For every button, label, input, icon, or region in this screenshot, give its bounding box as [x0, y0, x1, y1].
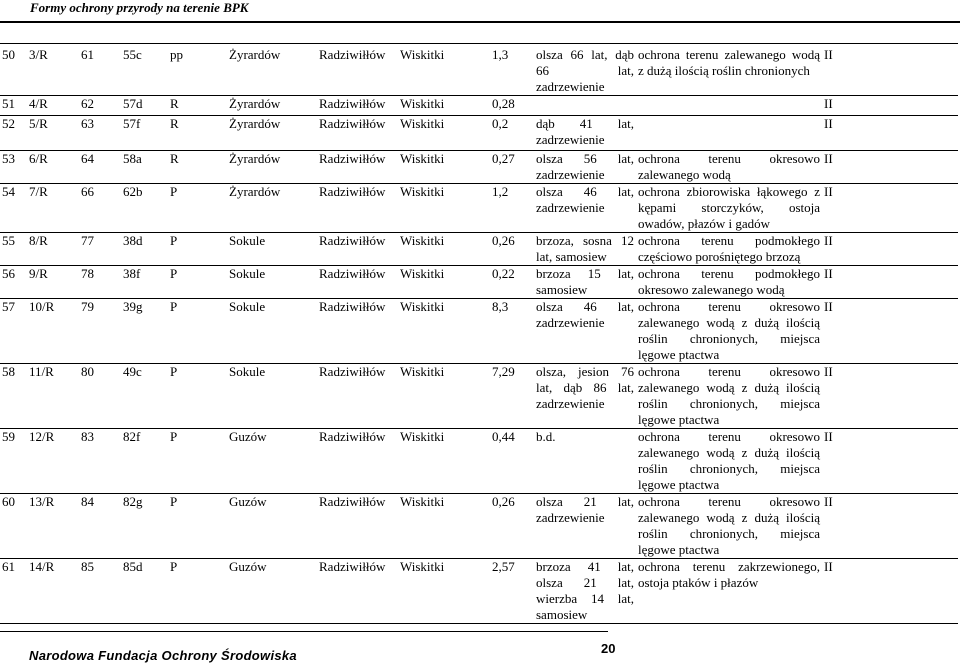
header-rule: [0, 21, 960, 23]
cell-rodzaj-gruntu: P: [168, 429, 227, 494]
cell-nr-rejestru: 10/R: [27, 299, 79, 364]
cell-lp: 53: [0, 151, 27, 184]
cell-obreb: Żyrardów: [227, 44, 317, 96]
cell-oddzial: 63: [79, 116, 121, 151]
cell-przedmiot-ochrony: ochrona terenu zakrzewionego, ostoja ptaków i płazów: [636, 559, 822, 624]
cell-obreb: Żyrardów: [227, 151, 317, 184]
cell-pododdzial: 57f: [121, 116, 168, 151]
cell-powierzchnia: 1,3: [490, 44, 534, 96]
cell-przedmiot-ochrony: ochrona terenu okresowo zalewanego wodą z dużą ilością roślin chronionych, miejsca lęgowe ptactwa: [638, 429, 820, 492]
page-number: 20: [601, 641, 616, 656]
cell-lesnictwo: Radziwiłłów: [317, 184, 398, 233]
cell-obreb: Guzów: [227, 494, 317, 559]
cell-powierzchnia: 0,27: [490, 151, 534, 184]
cell-przedmiot-ochrony: ochrona terenu zalewanego wodą z dużą ilością roślin chronionych: [636, 44, 822, 96]
cell-powierzchnia: 2,57: [490, 559, 534, 624]
cell-lp: 58: [0, 364, 27, 429]
cell-drzewostan: olsza 56 lat, zadrzewienie: [536, 151, 634, 182]
cell-oddzial: 78: [79, 266, 121, 299]
cell-pododdzial: 55c: [121, 44, 168, 96]
cell-obreb: Żyrardów: [227, 184, 317, 233]
cell-rodzaj-gruntu: pp: [168, 44, 227, 96]
cell-oddzial: 84: [79, 494, 121, 559]
cell-nr-rejestru: 5/R: [27, 116, 79, 151]
cell-obreb: Sokule: [227, 299, 317, 364]
cell-obreb: Żyrardów: [227, 116, 317, 151]
cell-drzewostan: olsza, jesion 76 lat, dąb 86 lat, zadrzewienie: [534, 364, 636, 429]
cell-lesnictwo: Radziwiłłów: [317, 151, 398, 184]
cell-kategoria: II: [822, 233, 958, 266]
cell-lp: 52: [0, 116, 27, 151]
cell-obreb: Guzów: [227, 559, 317, 624]
cell-drzewostan: dąb 41 lat, zadrzewienie: [534, 116, 636, 151]
cell-powierzchnia: 0,44: [490, 429, 534, 494]
cell-gmina: Wiskitki: [398, 364, 490, 429]
cell-rodzaj-gruntu: P: [168, 494, 227, 559]
cell-powierzchnia: 0,26: [490, 233, 534, 266]
table-row: [0, 44, 958, 96]
table-row: [0, 184, 958, 233]
cell-gmina: Wiskitki: [398, 266, 490, 299]
cell-gmina: Wiskitki: [398, 559, 490, 624]
cell-gmina: Wiskitki: [398, 151, 490, 184]
cell-rodzaj-gruntu: R: [168, 151, 227, 184]
table-row: [0, 559, 958, 624]
cell-lesnictwo: Radziwiłłów: [317, 299, 398, 364]
cell-przedmiot-ochrony: ochrona terenu okresowo zalewanego wodą z dużą ilością roślin chronionych, miejsca lęgowe ptactwa: [638, 364, 820, 427]
cell-gmina: Wiskitki: [398, 96, 490, 116]
cell-lp: 50: [0, 44, 27, 96]
cell-powierzchnia: 7,29: [490, 364, 534, 429]
table-row: [0, 364, 958, 429]
table-row: [0, 151, 958, 184]
cell-nr-rejestru: 6/R: [27, 151, 79, 184]
table-row: [0, 494, 958, 559]
cell-obreb: Sokule: [227, 364, 317, 429]
cell-kategoria: II: [822, 96, 958, 116]
cell-powierzchnia: 8,3: [490, 299, 534, 364]
cell-nr-rejestru: 11/R: [27, 364, 79, 429]
cell-oddzial: 80: [79, 364, 121, 429]
cell-gmina: Wiskitki: [398, 116, 490, 151]
table-row: [0, 299, 958, 364]
cell-kategoria: II: [822, 184, 958, 233]
cell-lesnictwo: Radziwiłłów: [317, 96, 398, 116]
cell-przedmiot-ochrony: ochrona zbiorowiska łąkowego z kępami storczyków, ostoja owadów, płazów i gadów: [638, 184, 820, 231]
cell-pododdzial: 82f: [121, 429, 168, 494]
cell-przedmiot-ochrony: [636, 116, 822, 151]
cell-drzewostan: brzoza 15 lat, samosiew: [536, 266, 634, 297]
cell-lp: 56: [0, 266, 27, 299]
cell-obreb: Guzów: [227, 429, 317, 494]
cell-pododdzial: 39g: [121, 299, 168, 364]
cell-nr-rejestru: 9/R: [27, 266, 79, 299]
cell-lp: 57: [0, 299, 27, 364]
cell-pododdzial: 82g: [121, 494, 168, 559]
cell-pododdzial: 85d: [121, 559, 168, 624]
cell-rodzaj-gruntu: P: [168, 299, 227, 364]
cell-lp: 55: [0, 233, 27, 266]
records-table: [0, 43, 958, 624]
cell-kategoria: II: [822, 266, 958, 299]
cell-obreb: Sokule: [227, 266, 317, 299]
cell-drzewostan: olsza 46 lat, zadrzewienie: [534, 184, 636, 233]
cell-kategoria: II: [822, 494, 958, 559]
cell-powierzchnia: 0,22: [490, 266, 534, 299]
cell-nr-rejestru: 4/R: [27, 96, 79, 116]
cell-kategoria: II: [822, 116, 958, 151]
cell-kategoria: II: [822, 429, 958, 494]
cell-rodzaj-gruntu: P: [168, 559, 227, 624]
cell-przedmiot-ochrony: [636, 96, 822, 116]
cell-pododdzial: 58a: [121, 151, 168, 184]
footer-publisher: Narodowa Fundacja Ochrony Środowiska: [29, 648, 297, 663]
cell-obreb: Sokule: [227, 233, 317, 266]
cell-kategoria: II: [822, 299, 958, 364]
table-row: [0, 429, 958, 494]
cell-oddzial: 79: [79, 299, 121, 364]
cell-gmina: Wiskitki: [398, 429, 490, 494]
cell-nr-rejestru: 13/R: [27, 494, 79, 559]
cell-nr-rejestru: 7/R: [27, 184, 79, 233]
cell-rodzaj-gruntu: P: [168, 233, 227, 266]
cell-lp: 54: [0, 184, 27, 233]
cell-lesnictwo: Radziwiłłów: [317, 44, 398, 96]
cell-lesnictwo: Radziwiłłów: [317, 116, 398, 151]
cell-lesnictwo: Radziwiłłów: [317, 364, 398, 429]
cell-kategoria: II: [822, 364, 958, 429]
cell-drzewostan: olsza 66 lat, dąb 66 lat, zadrzewienie: [534, 44, 636, 96]
cell-rodzaj-gruntu: R: [168, 96, 227, 116]
cell-kategoria: II: [822, 151, 958, 184]
table-row: [0, 233, 958, 266]
table-row: [0, 96, 958, 116]
cell-powierzchnia: 0,2: [490, 116, 534, 151]
cell-pododdzial: 62b: [121, 184, 168, 233]
cell-przedmiot-ochrony: ochrona terenu podmokłego okresowo zalewanego wodą: [638, 266, 820, 297]
cell-lesnictwo: Radziwiłłów: [317, 494, 398, 559]
cell-pododdzial: 38d: [121, 233, 168, 266]
cell-oddzial: 64: [79, 151, 121, 184]
cell-gmina: Wiskitki: [398, 44, 490, 96]
cell-lesnictwo: Radziwiłłów: [317, 559, 398, 624]
cell-przedmiot-ochrony: ochrona terenu okresowo zalewanego wodą: [638, 151, 820, 182]
cell-rodzaj-gruntu: P: [168, 364, 227, 429]
cell-obreb: Żyrardów: [227, 96, 317, 116]
cell-przedmiot-ochrony: ochrona terenu okresowo zalewanego wodą z dużą ilością roślin chronionych, miejsca lęgowe ptactwa: [638, 299, 820, 362]
cell-przedmiot-ochrony: ochrona terenu podmokłego częściowo porośniętego brzozą: [638, 233, 820, 264]
cell-przedmiot-ochrony: ochrona terenu okresowo zalewanego wodą z dużą ilością roślin chronionych, miejsca lęgowe ptactwa: [638, 494, 820, 557]
cell-oddzial: 62: [79, 96, 121, 116]
cell-gmina: Wiskitki: [398, 233, 490, 266]
cell-nr-rejestru: 8/R: [27, 233, 79, 266]
cell-kategoria: II: [822, 559, 958, 624]
cell-gmina: Wiskitki: [398, 184, 490, 233]
cell-powierzchnia: 0,28: [490, 96, 534, 116]
cell-nr-rejestru: 14/R: [27, 559, 79, 624]
cell-lp: 51: [0, 96, 27, 116]
cell-lesnictwo: Radziwiłłów: [317, 429, 398, 494]
cell-gmina: Wiskitki: [398, 299, 490, 364]
cell-oddzial: 85: [79, 559, 121, 624]
running-header: Formy ochrony przyrody na terenie BPK: [30, 0, 249, 15]
cell-lp: 61: [0, 559, 27, 624]
cell-lesnictwo: Radziwiłłów: [317, 233, 398, 266]
cell-oddzial: 66: [79, 184, 121, 233]
cell-drzewostan: [534, 96, 636, 116]
cell-drzewostan: brzoza 41 lat, olsza 21 lat, wierzba 14 lat, samosiew: [536, 559, 634, 622]
cell-drzewostan: olsza 46 lat, zadrzewienie: [534, 299, 636, 364]
cell-lp: 60: [0, 494, 27, 559]
cell-nr-rejestru: 12/R: [27, 429, 79, 494]
cell-pododdzial: 57d: [121, 96, 168, 116]
cell-drzewostan: brzoza, sosna 12 lat, samosiew: [536, 233, 634, 264]
cell-oddzial: 77: [79, 233, 121, 266]
cell-rodzaj-gruntu: R: [168, 116, 227, 151]
cell-oddzial: 83: [79, 429, 121, 494]
cell-oddzial: 61: [79, 44, 121, 96]
cell-drzewostan: b.d.: [534, 429, 636, 494]
cell-rodzaj-gruntu: P: [168, 266, 227, 299]
footer-rule: [0, 631, 608, 632]
cell-pododdzial: 49c: [121, 364, 168, 429]
table-row: [0, 116, 958, 151]
cell-rodzaj-gruntu: P: [168, 184, 227, 233]
cell-pododdzial: 38f: [121, 266, 168, 299]
cell-lp: 59: [0, 429, 27, 494]
cell-drzewostan: olsza 21 lat, zadrzewienie: [534, 494, 636, 559]
cell-lesnictwo: Radziwiłłów: [317, 266, 398, 299]
table-row: [0, 266, 958, 299]
cell-gmina: Wiskitki: [398, 494, 490, 559]
cell-nr-rejestru: 3/R: [27, 44, 79, 96]
cell-kategoria: II: [822, 44, 958, 96]
cell-powierzchnia: 0,26: [490, 494, 534, 559]
cell-powierzchnia: 1,2: [490, 184, 534, 233]
